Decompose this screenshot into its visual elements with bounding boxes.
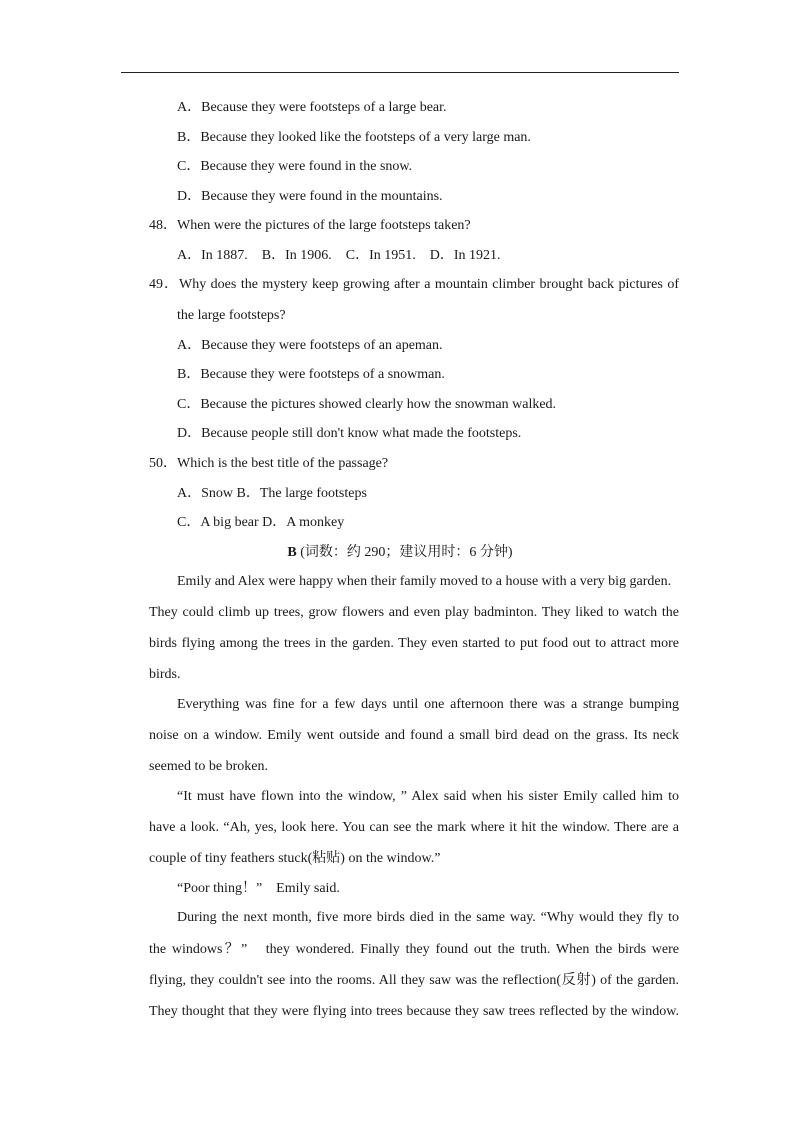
- passage-p3-line2: have a look. “Ah, yes, look here. You can see the mark where it hit the window. There are a: [149, 820, 679, 835]
- passage-p3-line3: couple of tiny feathers stuck(粘贴) on the window.”: [149, 851, 441, 866]
- q49-option-d: D．Because people still don't know what made the footsteps.: [177, 426, 522, 441]
- passage-p5-line1: During the next month, five more birds died in the same way. “Why would they fly to: [177, 910, 679, 925]
- q47-option-b: B．Because they looked like the footsteps of a very large man.: [177, 130, 531, 145]
- passage-p3-line1: “It must have flown into the window, ” Alex said when his sister Emily called him to: [177, 789, 679, 804]
- section-b-label: B: [287, 545, 297, 560]
- q48-question: 48．When were the pictures of the large footsteps taken?: [149, 218, 471, 233]
- passage-p1-line3: birds flying among the trees in the garden. They even started to put food out to attract more: [149, 636, 679, 651]
- q48-options: A．In 1887. B．In 1906. C．In 1951. D．In 1921.: [177, 248, 501, 263]
- passage-p5-line4: They thought that they were flying into trees because they saw trees reflected by the window.: [149, 1004, 679, 1019]
- passage-p2-line2: noise on a window. Emily went outside and found a small bird dead on the grass. Its neck: [149, 728, 679, 743]
- q47-option-c: C．Because they were found in the snow.: [177, 159, 413, 174]
- passage-p5-line2: the windows？” they wondered. Finally they found out the truth. When the birds were: [149, 942, 679, 957]
- passage-p2-line3: seemed to be broken.: [149, 759, 268, 774]
- passage-p4-line1: “Poor thing！” Emily said.: [177, 881, 340, 896]
- passage-p1-line4: birds.: [149, 667, 181, 682]
- section-b-heading: [0, 543, 800, 563]
- passage-p2-line1: Everything was fine for a few days until one afternoon there was a strange bumping: [177, 697, 679, 712]
- section-b-info: (词数：约 290；建议用时：6 分钟): [296, 545, 513, 560]
- q47-option-a: A．Because they were footsteps of a large bear.: [177, 100, 447, 115]
- passage-p5-line3: flying, they couldn't see into the rooms. All they saw was the reflection(反射) of the garden.: [149, 973, 679, 988]
- q49-option-b: B．Because they were footsteps of a snowman.: [177, 367, 445, 382]
- q49-question-line2: the large footsteps?: [177, 308, 286, 323]
- q49-option-a: A．Because they were footsteps of an apeman.: [177, 338, 443, 353]
- q50-options-line2: C．A big bear D．A monkey: [177, 515, 345, 530]
- header-rule: [121, 72, 679, 73]
- q50-options-line1: A．Snow B．The large footsteps: [177, 486, 367, 501]
- q50-question: 50．Which is the best title of the passage?: [149, 456, 389, 471]
- q49-question-line1: 49．Why does the mystery keep growing after a mountain climber brought back pictures of: [149, 277, 679, 292]
- q49-option-c: C．Because the pictures showed clearly how the snowman walked.: [177, 397, 557, 412]
- q47-option-d: D．Because they were found in the mountains.: [177, 189, 443, 204]
- passage-p1-line2: They could climb up trees, grow flowers and even play badminton. They liked to watch the: [149, 605, 679, 620]
- passage-p1-line1: Emily and Alex were happy when their family moved to a house with a very big garden.: [177, 574, 672, 589]
